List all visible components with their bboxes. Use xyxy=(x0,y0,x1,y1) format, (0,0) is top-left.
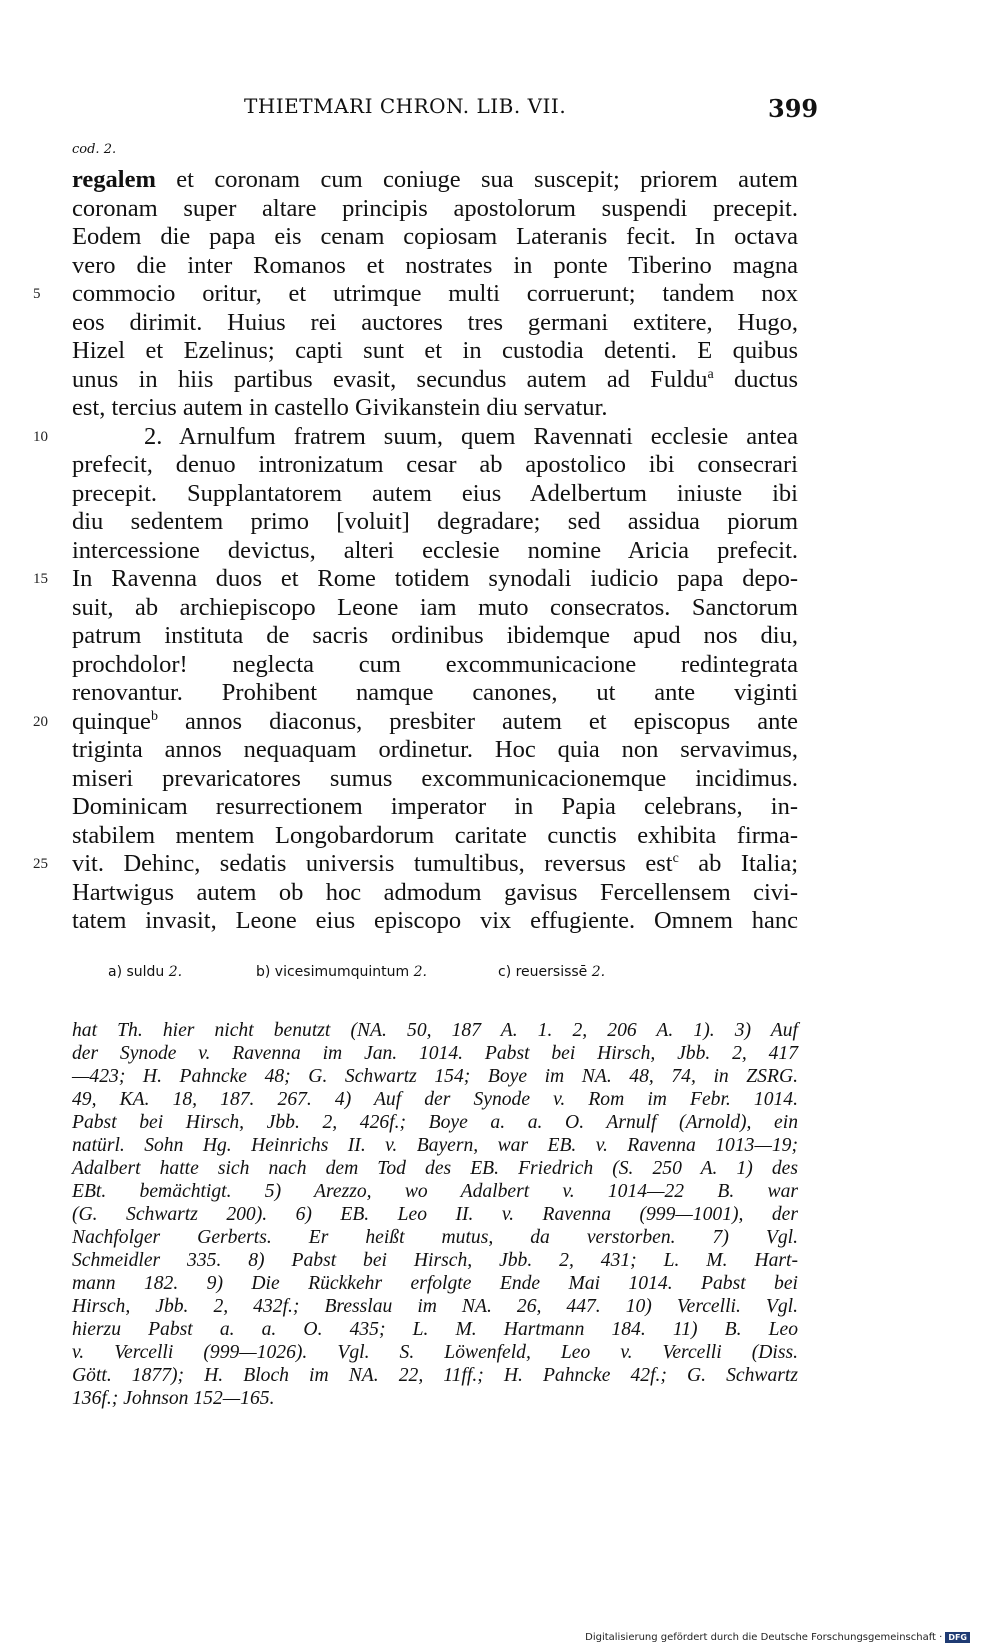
text-span: vit. Dehinc, sedatis universis tumultibus, reversus est xyxy=(72,850,673,877)
footnote-line: hierzu Pabst a. a. O. 435; L. M. Hartmann 184. 11) B. Leo xyxy=(72,1319,798,1340)
footnote-line: 49, KA. 18, 187. 267. 4) Auf der Synode v. Rom im Febr. 1014. xyxy=(72,1089,798,1110)
footnote-line: natürl. Sohn Hg. Heinrichs II. v. Bayern, war EB. v. Ravenna 1013—19; xyxy=(72,1135,798,1156)
text-span: prochdolor! neglecta cum excommunicacione redintegrata xyxy=(72,650,798,678)
page-number: 399 xyxy=(768,94,819,123)
text-span: Hizel et Ezelinus; capti sunt et in custodia detenti. E quibus xyxy=(72,337,798,364)
text-line xyxy=(33,422,798,452)
variant-codex: 2. xyxy=(168,964,183,980)
text-line xyxy=(72,879,798,908)
text-span: precepit. Supplantatorem autem eius Adelbertum iniuste ibi xyxy=(72,479,798,507)
text-line xyxy=(72,622,798,651)
variant-codex: 2. xyxy=(413,964,427,980)
footnote-line: der Synode v. Ravenna im Jan. 1014. Pabst bei Hirsch, Jbb. 2, 417 xyxy=(72,1043,798,1064)
line-number: 5 xyxy=(33,286,41,302)
text-span: prefecit, denuo intronizatum cesar ab apostolico ibi consecrari xyxy=(72,451,798,478)
text-span: unus in hiis partibus evasit, secundus autem ad Fuldu xyxy=(72,365,708,393)
text-span: eos dirimit. Huius rei auctores tres germani extitere, Hugo, xyxy=(72,308,798,336)
line-number: 15 xyxy=(33,571,48,587)
text-span: renovantur. Prohibent namque canones, ut ante viginti xyxy=(72,679,798,706)
text-span: commocio oritur, et utrimque multi corruerunt; tandem nox xyxy=(72,280,798,307)
footnote-line: Pabst bei Hirsch, Jbb. 2, 426f.; Boye a. a. O. Arnulf (Arnold), ein xyxy=(72,1112,798,1133)
variant-reading xyxy=(256,964,427,980)
variant-marker: c xyxy=(672,850,679,866)
footnote-line: EBt. bemächtigt. 5) Arezzo, wo Adalbert v. 1014—22 B. war xyxy=(72,1181,798,1202)
text-line xyxy=(72,537,798,566)
line-number: 25 xyxy=(33,856,48,872)
text-span: ab Italia; xyxy=(678,850,798,877)
text-line xyxy=(72,822,798,851)
text-line xyxy=(72,907,798,936)
variant-marker: a xyxy=(707,366,714,382)
footnote-line: Schmeidler 335. 8) Pabst bei Hirsch, Jbb. 2, 431; L. M. Hart- xyxy=(72,1250,798,1271)
text-span: 2. Arnulfum fratrem suum, quem Ravennati ecclesie antea xyxy=(72,422,798,450)
variant-label: c) reuersissē xyxy=(498,964,588,980)
credit-text: Digitalisierung gefördert durch die Deutsche Forschungsgemeinschaft · xyxy=(585,1632,943,1643)
text-line xyxy=(33,280,798,309)
text-span: suit, ab archiepiscopo Leone iam muto consecratos. Sanctorum xyxy=(72,593,798,621)
variant-reading xyxy=(108,964,182,980)
footnote-line: v. Vercelli (999—1026). Vgl. S. Löwenfeld, Leo v. Vercelli (Diss. xyxy=(72,1342,798,1363)
text-span: In Ravenna duos et Rome totidem synodali iudicio papa depo- xyxy=(72,565,798,592)
footnote-line: 136f.; Johnson 152—165. xyxy=(72,1388,275,1409)
footnote-line: mann 182. 9) Die Rückkehr erfolgte Ende Mai 1014. Pabst bei xyxy=(72,1273,798,1294)
footnote-line: —423; H. Pahncke 48; G. Schwartz 154; Boye im NA. 48, 74, in ZSRG. xyxy=(72,1066,798,1087)
text-span: est, tercius autem in castello Givikanstein diu servatur. xyxy=(72,394,608,421)
text-line xyxy=(72,451,798,480)
variant-codex: 2. xyxy=(591,964,606,980)
text-line xyxy=(72,366,798,395)
codex-note: cod. 2. xyxy=(72,142,117,157)
footnote-line: Hirsch, Jbb. 2, 432f.; Bresslau im NA. 26, 447. 10) Vercelli. Vgl. xyxy=(72,1296,798,1317)
text-span: coronam super altare principis apostolorum suspendi precepit. xyxy=(72,194,798,222)
text-span: vero die inter Romanos et nostrates in ponte Tiberino magna xyxy=(72,251,798,279)
text-line xyxy=(72,651,798,680)
text-span: ductus xyxy=(713,365,799,393)
text-line xyxy=(72,252,798,281)
footnote-line: Nachfolger Gerberts. Er heißt mutus, da verstorben. 7) Vgl. xyxy=(72,1227,798,1248)
text-line xyxy=(33,565,798,594)
text-line xyxy=(72,195,798,224)
footnote-line: Adalbert hatte sich nach dem Tod des EB. Friedrich (S. 250 A. 1) des xyxy=(72,1158,798,1179)
text-line xyxy=(72,508,798,537)
text-line xyxy=(33,707,798,737)
text-span: Dominicam resurrectionem imperator in Papia celebrans, in- xyxy=(72,793,798,820)
text-line xyxy=(72,337,798,366)
text-line xyxy=(72,765,798,794)
text-line xyxy=(72,394,798,423)
digitization-credit xyxy=(585,1632,970,1643)
text-line xyxy=(72,166,798,195)
text-span: stabilem mentem Longobardorum caritate cunctis exhibita firma- xyxy=(72,821,798,849)
text-span: Eodem die papa eis cenam copiosam Lateranis fecit. In octava xyxy=(72,223,798,250)
text-line xyxy=(72,793,798,822)
text-line xyxy=(72,594,798,623)
text-span: intercessione devictus, alteri ecclesie nomine Aricia prefecit. xyxy=(72,536,798,564)
text-span: tatem invasit, Leone eius episcopo vix effugiente. Omnem hanc xyxy=(72,907,798,934)
footnote-line: (G. Schwartz 200). 6) EB. Leo II. v. Ravenna (999—1001), der xyxy=(72,1204,798,1225)
text-span: et coronam cum coniuge sua suscepit; priorem autem xyxy=(155,166,798,193)
footnote-line: Gött. 1877); H. Bloch im NA. 22, 11ff.; H. Pahncke 42f.; G. Schwartz xyxy=(72,1365,798,1386)
line-number: 20 xyxy=(33,713,48,730)
variant-reading xyxy=(498,964,605,980)
running-title: THIETMARI CHRON. LIB. VII. xyxy=(244,94,567,118)
footnote-line: hat Th. hier nicht benutzt (NA. 50, 187 A. 1. 2, 206 A. 1). 3) Auf xyxy=(72,1020,798,1041)
variant-label: b) vicesimumquintum xyxy=(256,964,410,980)
text-span: Hartwigus autem ob hoc admodum gavisus Fercellensem civi- xyxy=(72,878,798,906)
text-line xyxy=(72,736,798,765)
text-line xyxy=(72,309,798,338)
text-line xyxy=(72,223,798,252)
text-span: patrum instituta de sacris ordinibus ibidemque apud nos diu, xyxy=(72,622,798,649)
text-span: miseri prevaricatores sumus excommunicacionemque incidimus. xyxy=(72,764,798,792)
text-span: annos diaconus, presbiter autem et episcopus ante xyxy=(157,707,798,735)
text-span: triginta annos nequaquam ordinetur. Hoc quia non servavimus, xyxy=(72,736,798,763)
variant-marker: b xyxy=(150,708,158,724)
text-line xyxy=(72,480,798,509)
text-line xyxy=(72,679,798,708)
variant-label: a) suldu xyxy=(108,964,165,980)
footnotes xyxy=(72,1019,798,1410)
dfg-logo: DFG xyxy=(945,1632,970,1643)
line-number: 10 xyxy=(33,428,48,445)
text-span: quinque xyxy=(72,707,151,735)
text-span: diu sedentem primo [voluit] degradare; sed assidua piorum xyxy=(72,508,798,535)
text-line xyxy=(33,850,798,879)
main-latin-text xyxy=(33,166,799,936)
text-span: regalem xyxy=(72,166,156,193)
